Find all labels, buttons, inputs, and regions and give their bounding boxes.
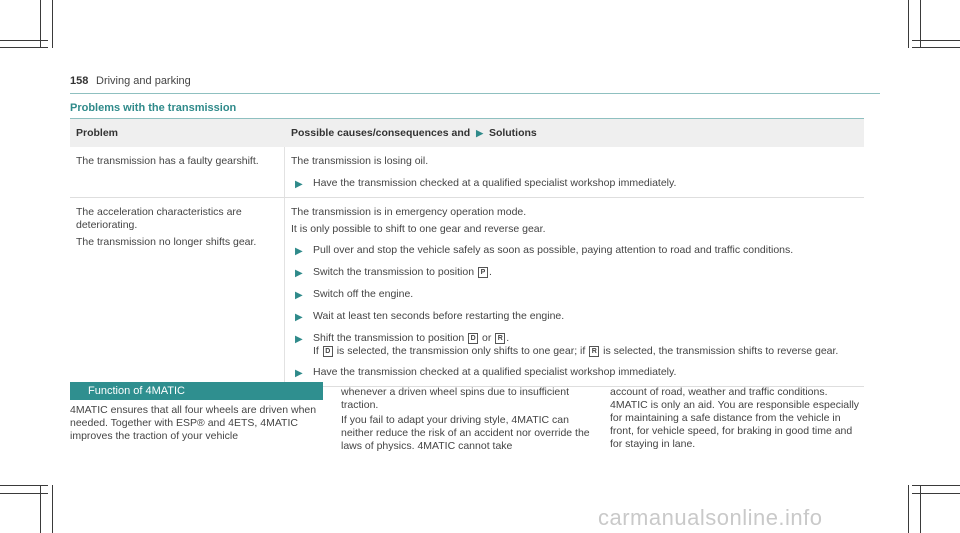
step-text-part: is selected, the transmission only shifts to one gear; if [336, 345, 586, 357]
table-header [70, 119, 864, 147]
cause-text: The transmission is in emergency operation mode. [291, 206, 527, 218]
header-solutions-prefix: Possible causes/consequences and [291, 127, 471, 139]
solution-cell [285, 147, 864, 197]
page-number: 158 [70, 75, 89, 87]
list-item [291, 332, 856, 358]
list-item [291, 177, 856, 191]
arrow-right-icon: ▶ [295, 334, 303, 345]
cause-text: It is only possible to shift to one gear and reverse gear. [291, 223, 546, 235]
paragraph: If you fail to adapt your driving style, 4MATIC can neither reduce the risk of an accident nor override the laws of physics. 4MATIC cannot take [341, 414, 590, 452]
header-solutions-suffix: Solutions [488, 127, 537, 139]
step-text-part: If [313, 345, 319, 357]
crop-mark [908, 0, 909, 48]
arrow-right-icon: ▶ [295, 368, 303, 379]
arrow-right-icon: ▶ [476, 128, 484, 138]
crop-mark [0, 493, 48, 494]
list-item [291, 366, 856, 380]
gear-d-key-icon: D [323, 346, 333, 357]
crop-mark [912, 493, 960, 494]
section-title: Problems with the transmission [70, 102, 237, 114]
step-text: Switch the transmission to position P . [313, 266, 492, 278]
step-text: Have the transmission checked at a qualified specialist workshop immediately. [313, 177, 677, 189]
table-row [70, 147, 864, 198]
fourmatic-column-2 [341, 386, 591, 453]
step-text: Pull over and stop the vehicle safely as soon as possible, paying attention to road and traffic conditions. [313, 244, 794, 256]
step-text: Have the transmission checked at a qualified specialist workshop immediately. [313, 366, 677, 378]
paragraph: whenever a driven wheel spins due to insufficient traction. [341, 386, 570, 411]
fourmatic-section-title: Function of 4MATIC [70, 382, 323, 400]
list-item [291, 266, 856, 280]
crop-mark [908, 485, 909, 533]
arrow-right-icon: ▶ [295, 268, 303, 279]
crop-mark [912, 485, 960, 486]
step-text-part: or [482, 332, 492, 344]
arrow-right-icon: ▶ [295, 179, 303, 190]
problem-text: The acceleration characteristics are deteriorating. [76, 206, 242, 231]
watermark: carmanualsonline.info [598, 505, 823, 530]
step-text: Switch off the engine. [313, 288, 414, 300]
arrow-right-icon: ▶ [295, 290, 303, 301]
problem-cell [70, 198, 285, 386]
step-text: Shift the transmission to position D or R . If D is selected, the transmission only shifts to one gear; if R is selected, the transmission shifts to reverse gear. [313, 332, 839, 357]
gear-r-key-icon: R [589, 346, 599, 357]
header-solutions [285, 127, 864, 139]
problem-cell [70, 147, 285, 197]
section-name: Driving and parking [96, 75, 191, 87]
step-text: Wait at least ten seconds before restarting the engine. [313, 310, 565, 322]
fourmatic-column-1: 4MATIC ensures that all four wheels are driven when needed. Together with ESP® and 4ETS, 4MATIC improves the traction of your vehicle [70, 404, 317, 442]
step-text-part: is selected, the transmission shifts to reverse gear. [603, 345, 839, 357]
list-item [291, 288, 856, 302]
list-item [291, 310, 856, 324]
arrow-right-icon: ▶ [295, 312, 303, 323]
step-text-part: Shift the transmission to position [313, 332, 465, 344]
table-row [70, 198, 864, 387]
crop-mark [0, 485, 48, 486]
step-text-part: Switch the transmission to position [313, 266, 475, 278]
header-problem: Problem [76, 127, 119, 139]
cause-text: The transmission is losing oil. [291, 155, 429, 167]
gear-r-key-icon: R [495, 333, 505, 344]
problems-table [70, 118, 864, 387]
gear-p-key-icon: P [478, 267, 488, 278]
problem-text: The transmission no longer shifts gear. [76, 236, 257, 248]
list-item [291, 244, 856, 258]
crop-mark [0, 47, 48, 48]
crop-mark [912, 40, 960, 41]
solution-cell [285, 198, 864, 386]
crop-mark [52, 485, 53, 533]
gear-d-key-icon: D [468, 333, 478, 344]
fourmatic-column-3: account of road, weather and traffic conditions. 4MATIC is only an aid. You are responsible especially for maintaining a safe distance from the vehicle in front, for vehicle speed, for braking in good time and for staying in lane. [610, 386, 860, 450]
page-header [70, 74, 880, 94]
crop-mark [0, 40, 48, 41]
arrow-right-icon: ▶ [295, 246, 303, 257]
crop-mark [52, 0, 53, 48]
crop-mark [912, 47, 960, 48]
problem-text: The transmission has a faulty gearshift. [76, 155, 259, 167]
